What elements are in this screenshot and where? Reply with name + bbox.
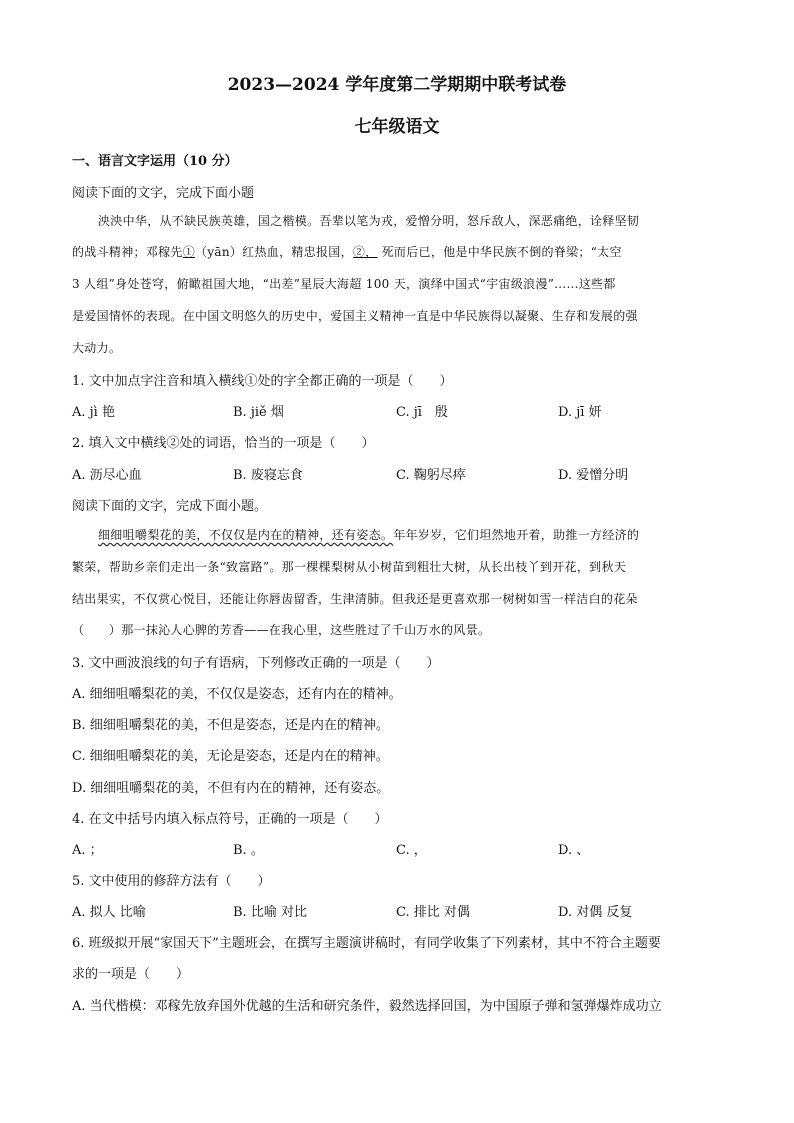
question-3-option-a: A. 细细咀嚼梨花的美，不仅仅是姿态，还有内在的精神。	[72, 687, 402, 702]
question-3-option-d: D. 细细咀嚼梨花的美，不但有内在的精神，还有姿态。	[72, 781, 390, 796]
question-2-option-d: D. 爱憎分明	[558, 468, 629, 483]
question-3-option-c: C. 细细咀嚼梨花的美，无论是姿态，还是内在的精神。	[72, 749, 389, 764]
passage1-line1: 泱泱中华，从不缺民族英雄，国之楷模。吾辈以笔为戎，爱憎分明，怒斥敌人，深恶痛绝，诠释坚韧	[98, 214, 640, 228]
passage2-line4: （ ）那一抹沁人心脾的芳香——在我心里，这些胜过了千山万水的风景。	[72, 623, 491, 637]
question-2-option-c: C. 鞠躬尽瘁	[396, 468, 466, 483]
passage1-line2	[72, 243, 722, 260]
question-6-stem-line2: 求的一项是（ ）	[72, 967, 190, 982]
question-1-option-a: A. jì 艳	[72, 405, 115, 420]
passage1-line2-part1: 的战斗精神；邓稼先	[72, 245, 183, 259]
question-6-option-a: A. 当代楷模：邓稼先放弃国外优越的生活和研究条件，毅然选择回国，为中国原子弹和氢弹爆炸成功立	[72, 999, 662, 1014]
passage1-line3: 3 人组”身处苍穹，俯瞰祖国大地，“出差”星辰大海超 100 天，演绎中国式“宇宙级浪漫”……这些都	[72, 277, 616, 291]
reading-instruction-2: 阅读下面的文字，完成下面小题。	[72, 499, 268, 514]
blank-1: ①	[182, 245, 196, 259]
question-5-option-c: C. 排比 对偶	[396, 905, 470, 920]
wavy-sentence: 细细咀嚼梨花的美，不仅仅是内在的精神，还有姿态。	[98, 528, 394, 542]
exam-title: 2023—2024 学年度第二学期期中联考试卷	[227, 75, 567, 95]
question-4-option-b: B. 。	[233, 843, 264, 858]
question-4-option-a: A. ；	[72, 843, 103, 858]
passage2-line1	[72, 526, 722, 543]
question-2-option-b: B. 废寝忘食	[233, 468, 303, 483]
blank-2: ②，	[352, 245, 378, 259]
question-5-stem: 5. 文中使用的修辞方法有（ ）	[72, 874, 271, 889]
question-4-stem: 4. 在文中括号内填入标点符号，正确的一项是（ ）	[72, 812, 388, 827]
question-2-option-a: A. 沥尽心血	[72, 468, 142, 483]
question-4-option-c: C. ，	[396, 843, 427, 858]
question-6-stem-line1: 6. 班级拟开展“家国天下”主题班会，在撰写主题演讲稿时，有同学收集了下列素材，其中不符合主题要	[72, 936, 661, 951]
question-1-stem: 1. 文中加点字注音和填入横线①处的字全都正确的一项是（ ）	[72, 374, 453, 389]
question-5-option-b: B. 比喻 对比	[233, 905, 307, 920]
question-3-option-b: B. 细细咀嚼梨花的美，不但是姿态，还是内在的精神。	[72, 718, 389, 733]
reading-instruction-1: 阅读下面的文字，完成下面小题	[72, 186, 255, 201]
question-2-stem: 2. 填入文中横线②处的词语，恰当的一项是（ ）	[72, 436, 375, 451]
passage2-line2: 繁荣，帮助乡亲们走出一条“致富路”。那一棵棵梨树从小树苗到粗壮大树，从长出枝丫到开花，到秋天	[72, 560, 627, 574]
passage1-line2-part2: （yān）红热血，精忠报国，	[195, 245, 353, 259]
question-4-option-d: D. 、	[558, 843, 590, 858]
passage1-line2-part3: 死而后已，他是中华民族不倒的脊梁；“太空	[381, 245, 622, 259]
question-1-option-c: C. jī 殷	[396, 405, 448, 420]
question-5-option-a: A. 拟人 比喻	[72, 905, 146, 920]
passage2-line3: 结出果实，不仅赏心悦目，还能让你唇齿留香，生津清肺。但我还是更喜欢那一树树如雪一样洁白的花朵	[72, 592, 638, 606]
section-heading: 一、语言文字运用（10 分）	[72, 154, 238, 169]
question-3-stem: 3. 文中画波浪线的句子有语病，下列修改正确的一项是（ ）	[72, 656, 440, 671]
passage1-line5: 大动力。	[72, 341, 122, 355]
question-1-option-b: B. jiě 烟	[233, 405, 284, 420]
question-1-option-d: D. jī 妍	[558, 405, 602, 420]
exam-subtitle: 七年级语文	[354, 117, 440, 137]
passage1-line4: 是爱国情怀的表现。在中国文明悠久的历史中，爱国主义精神一直是中华民族得以凝聚、生存和发展的强	[72, 309, 638, 323]
passage2-line1-rest: 年年岁岁，它们坦然地开着，助推一方经济的	[393, 528, 640, 542]
question-5-option-d: D. 对偶 反复	[558, 905, 633, 920]
